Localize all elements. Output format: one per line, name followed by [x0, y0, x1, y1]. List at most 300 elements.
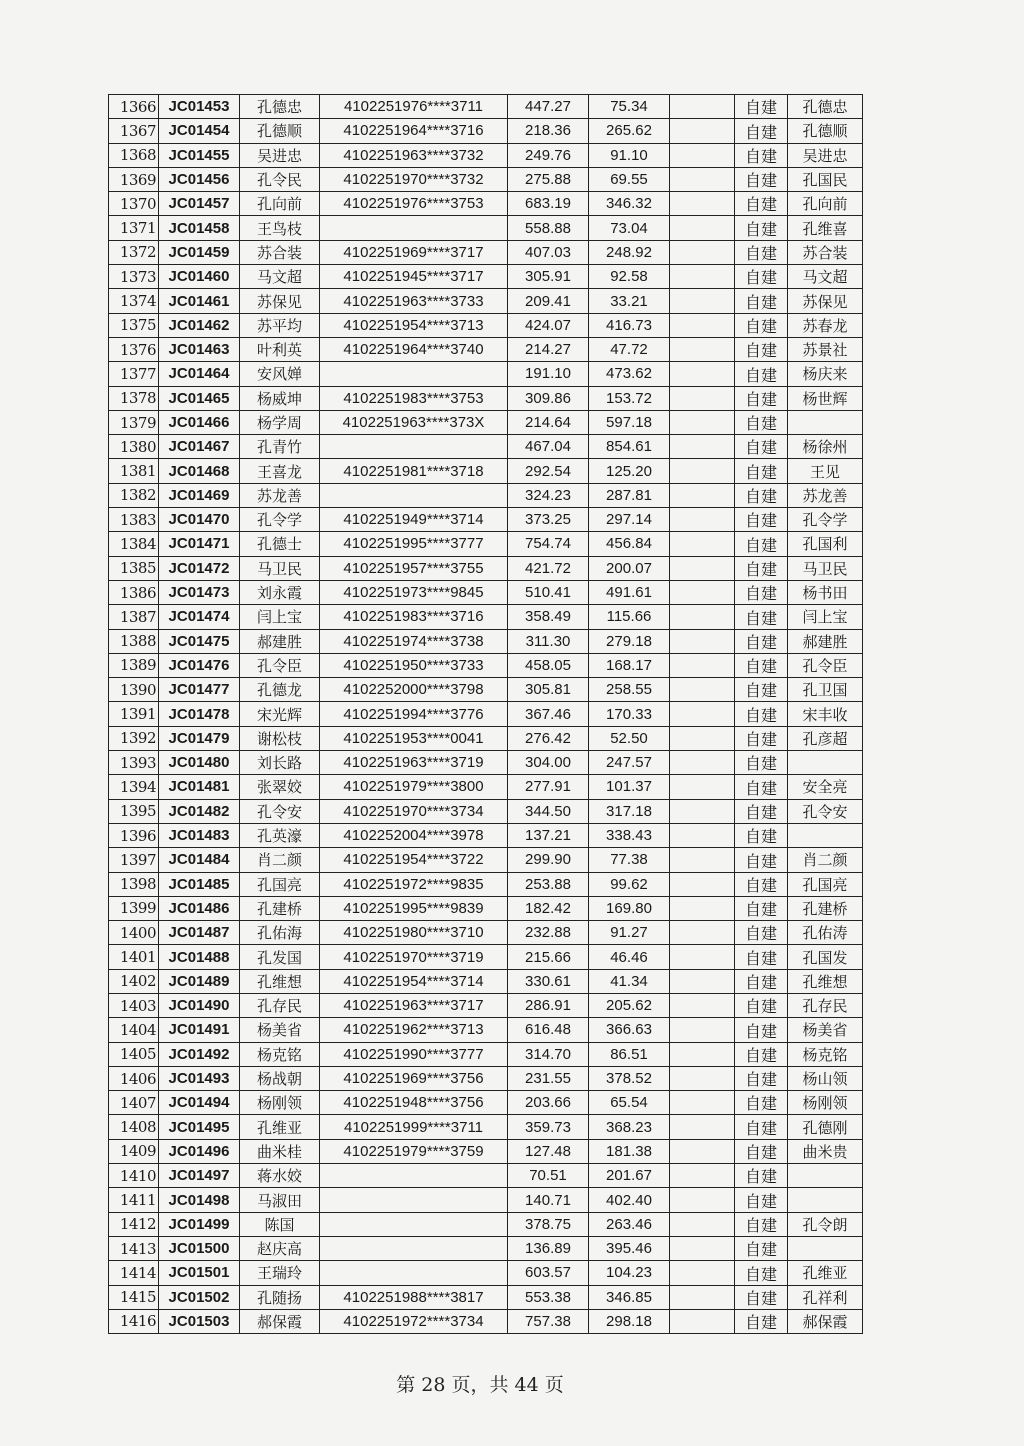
table-row [109, 921, 863, 945]
area-1: 314.70 [508, 1042, 589, 1066]
area-1: 757.38 [508, 1309, 589, 1333]
id-number: 4102251945****3717 [320, 265, 508, 289]
id-number: 4102251962****3713 [320, 1018, 508, 1042]
confirmed-name: 苏保见 [788, 289, 863, 313]
confirmed-name: 郝保霞 [788, 1309, 863, 1333]
area-1: 231.55 [508, 1066, 589, 1090]
area-1: 203.66 [508, 1091, 589, 1115]
build-type: 自建 [735, 702, 788, 726]
blank-cell [670, 192, 735, 216]
confirmed-name: 孔彦超 [788, 726, 863, 750]
id-number [320, 216, 508, 240]
area-1: 182.42 [508, 896, 589, 920]
build-type: 自建 [735, 1285, 788, 1309]
row-number: 1376 [109, 337, 159, 361]
confirmed-name: 马文超 [788, 265, 863, 289]
build-type: 自建 [735, 386, 788, 410]
record-code: JC01471 [159, 532, 240, 556]
record-code: JC01453 [159, 95, 240, 119]
row-number: 1377 [109, 362, 159, 386]
row-number: 1396 [109, 823, 159, 847]
row-number: 1390 [109, 678, 159, 702]
area-2: 378.52 [589, 1066, 670, 1090]
table-body [109, 95, 863, 1334]
record-code: JC01503 [159, 1309, 240, 1333]
build-type: 自建 [735, 896, 788, 920]
id-number [320, 1164, 508, 1188]
id-number: 4102251979****3759 [320, 1139, 508, 1163]
record-code: JC01473 [159, 580, 240, 604]
confirmed-name [788, 1164, 863, 1188]
area-2: 115.66 [589, 605, 670, 629]
table-row [109, 702, 863, 726]
blank-cell [670, 678, 735, 702]
build-type: 自建 [735, 799, 788, 823]
record-code: JC01464 [159, 362, 240, 386]
table-row [109, 1091, 863, 1115]
page-footer [0, 1370, 960, 1397]
owner-name: 叶利英 [240, 337, 320, 361]
area-1: 136.89 [508, 1236, 589, 1260]
build-type: 自建 [735, 192, 788, 216]
row-number: 1366 [109, 95, 159, 119]
area-2: 86.51 [589, 1042, 670, 1066]
area-2: 265.62 [589, 119, 670, 143]
owner-name: 马淑田 [240, 1188, 320, 1212]
id-number: 4102251963****3732 [320, 143, 508, 167]
build-type: 自建 [735, 921, 788, 945]
owner-name: 杨威坤 [240, 386, 320, 410]
build-type: 自建 [735, 435, 788, 459]
table-row [109, 337, 863, 361]
owner-name: 赵庆高 [240, 1236, 320, 1260]
blank-cell [670, 289, 735, 313]
blank-cell [670, 265, 735, 289]
record-code: JC01486 [159, 896, 240, 920]
confirmed-name: 孔国利 [788, 532, 863, 556]
area-2: 201.67 [589, 1164, 670, 1188]
confirmed-name: 杨徐州 [788, 435, 863, 459]
area-1: 359.73 [508, 1115, 589, 1139]
row-number: 1391 [109, 702, 159, 726]
blank-cell [670, 1018, 735, 1042]
build-type: 自建 [735, 1139, 788, 1163]
confirmed-name: 杨克铭 [788, 1042, 863, 1066]
build-type: 自建 [735, 532, 788, 556]
id-number [320, 1261, 508, 1285]
row-number: 1401 [109, 945, 159, 969]
record-code: JC01474 [159, 605, 240, 629]
confirmed-name: 孔德刚 [788, 1115, 863, 1139]
record-code: JC01484 [159, 848, 240, 872]
owner-name: 苏平均 [240, 313, 320, 337]
area-1: 232.88 [508, 921, 589, 945]
owner-name: 陈国 [240, 1212, 320, 1236]
row-number: 1402 [109, 969, 159, 993]
id-number: 4102252004****3978 [320, 823, 508, 847]
table-row [109, 1018, 863, 1042]
build-type: 自建 [735, 993, 788, 1017]
build-type: 自建 [735, 678, 788, 702]
blank-cell [670, 240, 735, 264]
area-1: 458.05 [508, 653, 589, 677]
build-type: 自建 [735, 289, 788, 313]
footer-prefix: 第 [396, 1374, 416, 1396]
blank-cell [670, 1164, 735, 1188]
record-code: JC01459 [159, 240, 240, 264]
record-code: JC01490 [159, 993, 240, 1017]
row-number: 1380 [109, 435, 159, 459]
id-number: 4102251948****3756 [320, 1091, 508, 1115]
record-code: JC01470 [159, 508, 240, 532]
record-code: JC01498 [159, 1188, 240, 1212]
id-number: 4102251976****3753 [320, 192, 508, 216]
area-1: 558.88 [508, 216, 589, 240]
area-1: 191.10 [508, 362, 589, 386]
build-type: 自建 [735, 1042, 788, 1066]
id-number: 4102251963****3719 [320, 751, 508, 775]
owner-name: 孔令臣 [240, 653, 320, 677]
area-1: 553.38 [508, 1285, 589, 1309]
row-number: 1372 [109, 240, 159, 264]
build-type: 自建 [735, 313, 788, 337]
owner-name: 杨克铭 [240, 1042, 320, 1066]
area-1: 305.91 [508, 265, 589, 289]
row-number: 1407 [109, 1091, 159, 1115]
row-number: 1370 [109, 192, 159, 216]
row-number: 1414 [109, 1261, 159, 1285]
blank-cell [670, 143, 735, 167]
record-code: JC01492 [159, 1042, 240, 1066]
record-code: JC01487 [159, 921, 240, 945]
record-code: JC01499 [159, 1212, 240, 1236]
record-code: JC01482 [159, 799, 240, 823]
record-code: JC01501 [159, 1261, 240, 1285]
table-row [109, 1164, 863, 1188]
table-row [109, 95, 863, 119]
owner-name: 吴进忠 [240, 143, 320, 167]
table-row [109, 1212, 863, 1236]
owner-name: 孔令民 [240, 167, 320, 191]
id-number: 4102251972****3734 [320, 1309, 508, 1333]
area-2: 402.40 [589, 1188, 670, 1212]
confirmed-name: 马卫民 [788, 556, 863, 580]
blank-cell [670, 556, 735, 580]
row-number: 1399 [109, 896, 159, 920]
build-type: 自建 [735, 459, 788, 483]
area-1: 292.54 [508, 459, 589, 483]
area-1: 311.30 [508, 629, 589, 653]
row-number: 1397 [109, 848, 159, 872]
record-code: JC01489 [159, 969, 240, 993]
blank-cell [670, 1115, 735, 1139]
area-2: 92.58 [589, 265, 670, 289]
id-number: 4102251995****3777 [320, 532, 508, 556]
record-code: JC01454 [159, 119, 240, 143]
table-row [109, 775, 863, 799]
confirmed-name: 杨美省 [788, 1018, 863, 1042]
blank-cell [670, 95, 735, 119]
build-type: 自建 [735, 629, 788, 653]
owner-name: 苏龙善 [240, 483, 320, 507]
area-2: 263.46 [589, 1212, 670, 1236]
table-row [109, 1309, 863, 1333]
build-type: 自建 [735, 726, 788, 750]
area-2: 170.33 [589, 702, 670, 726]
area-2: 854.61 [589, 435, 670, 459]
row-number: 1393 [109, 751, 159, 775]
area-2: 366.63 [589, 1018, 670, 1042]
record-code: JC01461 [159, 289, 240, 313]
confirmed-name: 孔维亚 [788, 1261, 863, 1285]
row-number: 1415 [109, 1285, 159, 1309]
area-2: 317.18 [589, 799, 670, 823]
confirmed-name: 孔德顺 [788, 119, 863, 143]
blank-cell [670, 653, 735, 677]
area-2: 200.07 [589, 556, 670, 580]
build-type: 自建 [735, 751, 788, 775]
area-2: 104.23 [589, 1261, 670, 1285]
owner-name: 杨刚领 [240, 1091, 320, 1115]
area-1: 421.72 [508, 556, 589, 580]
blank-cell [670, 629, 735, 653]
record-code: JC01483 [159, 823, 240, 847]
table-row [109, 580, 863, 604]
area-2: 77.38 [589, 848, 670, 872]
confirmed-name: 孔令学 [788, 508, 863, 532]
table-row [109, 362, 863, 386]
confirmed-name: 肖二颜 [788, 848, 863, 872]
owner-name: 谢松枝 [240, 726, 320, 750]
footer-suffix: 页 [544, 1374, 564, 1396]
area-1: 214.27 [508, 337, 589, 361]
id-number: 4102251994****3776 [320, 702, 508, 726]
confirmed-name: 杨世辉 [788, 386, 863, 410]
area-2: 205.62 [589, 993, 670, 1017]
record-code: JC01479 [159, 726, 240, 750]
confirmed-name: 孔维想 [788, 969, 863, 993]
confirmed-name: 孔国民 [788, 167, 863, 191]
record-code: JC01458 [159, 216, 240, 240]
table-row [109, 993, 863, 1017]
blank-cell [670, 167, 735, 191]
row-number: 1410 [109, 1164, 159, 1188]
blank-cell [670, 386, 735, 410]
build-type: 自建 [735, 95, 788, 119]
confirmed-name: 孔德忠 [788, 95, 863, 119]
area-2: 395.46 [589, 1236, 670, 1260]
id-number: 4102251980****3710 [320, 921, 508, 945]
owner-name: 孔随扬 [240, 1285, 320, 1309]
blank-cell [670, 216, 735, 240]
row-number: 1367 [109, 119, 159, 143]
blank-cell [670, 508, 735, 532]
row-number: 1387 [109, 605, 159, 629]
owner-name: 宋光辉 [240, 702, 320, 726]
id-number: 4102251950****3733 [320, 653, 508, 677]
confirmed-name: 孔佑涛 [788, 921, 863, 945]
record-code: JC01500 [159, 1236, 240, 1260]
blank-cell [670, 337, 735, 361]
area-2: 52.50 [589, 726, 670, 750]
area-2: 297.14 [589, 508, 670, 532]
area-1: 276.42 [508, 726, 589, 750]
record-code: JC01497 [159, 1164, 240, 1188]
table-row [109, 192, 863, 216]
owner-name: 孔德忠 [240, 95, 320, 119]
owner-name: 肖二颜 [240, 848, 320, 872]
owner-name: 孔建桥 [240, 896, 320, 920]
blank-cell [670, 1309, 735, 1333]
table-row [109, 1115, 863, 1139]
build-type: 自建 [735, 653, 788, 677]
record-code: JC01496 [159, 1139, 240, 1163]
row-number: 1389 [109, 653, 159, 677]
confirmed-name: 孔向前 [788, 192, 863, 216]
row-number: 1412 [109, 1212, 159, 1236]
table-row [109, 848, 863, 872]
area-2: 46.46 [589, 945, 670, 969]
table-row [109, 532, 863, 556]
id-number [320, 1212, 508, 1236]
area-2: 169.80 [589, 896, 670, 920]
record-code: JC01485 [159, 872, 240, 896]
id-number: 4102251969****3717 [320, 240, 508, 264]
owner-name: 张翠姣 [240, 775, 320, 799]
build-type: 自建 [735, 1188, 788, 1212]
build-type: 自建 [735, 1066, 788, 1090]
table-row [109, 629, 863, 653]
blank-cell [670, 702, 735, 726]
row-number: 1382 [109, 483, 159, 507]
table-row [109, 410, 863, 434]
owner-name: 刘长路 [240, 751, 320, 775]
build-type: 自建 [735, 848, 788, 872]
owner-name: 安风婵 [240, 362, 320, 386]
area-2: 91.10 [589, 143, 670, 167]
area-1: 127.48 [508, 1139, 589, 1163]
id-number: 4102251963****3717 [320, 993, 508, 1017]
record-code: JC01481 [159, 775, 240, 799]
row-number: 1400 [109, 921, 159, 945]
build-type: 自建 [735, 775, 788, 799]
record-code: JC01468 [159, 459, 240, 483]
record-code: JC01456 [159, 167, 240, 191]
row-number: 1411 [109, 1188, 159, 1212]
confirmed-name: 孔令安 [788, 799, 863, 823]
confirmed-name: 闫上宝 [788, 605, 863, 629]
blank-cell [670, 532, 735, 556]
build-type: 自建 [735, 1018, 788, 1042]
area-2: 47.72 [589, 337, 670, 361]
area-1: 344.50 [508, 799, 589, 823]
confirmed-name: 王见 [788, 459, 863, 483]
area-2: 338.43 [589, 823, 670, 847]
build-type: 自建 [735, 1115, 788, 1139]
area-1: 447.27 [508, 95, 589, 119]
record-code: JC01463 [159, 337, 240, 361]
confirmed-name: 孔维喜 [788, 216, 863, 240]
confirmed-name: 孔令臣 [788, 653, 863, 677]
table-row [109, 1066, 863, 1090]
record-code: JC01488 [159, 945, 240, 969]
area-2: 248.92 [589, 240, 670, 264]
area-1: 510.41 [508, 580, 589, 604]
record-code: JC01466 [159, 410, 240, 434]
area-2: 346.32 [589, 192, 670, 216]
row-number: 1384 [109, 532, 159, 556]
owner-name: 杨美省 [240, 1018, 320, 1042]
record-code: JC01491 [159, 1018, 240, 1042]
id-number: 4102251976****3711 [320, 95, 508, 119]
table-row [109, 143, 863, 167]
owner-name: 孔德士 [240, 532, 320, 556]
table-row [109, 289, 863, 313]
area-1: 277.91 [508, 775, 589, 799]
row-number: 1403 [109, 993, 159, 1017]
table-row [109, 1285, 863, 1309]
build-type: 自建 [735, 1091, 788, 1115]
table-row [109, 969, 863, 993]
owner-name: 郝保霞 [240, 1309, 320, 1333]
table-row [109, 483, 863, 507]
area-1: 214.64 [508, 410, 589, 434]
blank-cell [670, 726, 735, 750]
blank-cell [670, 921, 735, 945]
id-number: 4102251983****3716 [320, 605, 508, 629]
area-1: 424.07 [508, 313, 589, 337]
id-number: 4102251949****3714 [320, 508, 508, 532]
row-number: 1368 [109, 143, 159, 167]
area-2: 101.37 [589, 775, 670, 799]
id-number: 4102251954****3714 [320, 969, 508, 993]
area-2: 41.34 [589, 969, 670, 993]
id-number: 4102251972****9835 [320, 872, 508, 896]
id-number: 4102251953****0041 [320, 726, 508, 750]
confirmed-name: 吴进忠 [788, 143, 863, 167]
record-code: JC01476 [159, 653, 240, 677]
area-2: 247.57 [589, 751, 670, 775]
blank-cell [670, 799, 735, 823]
area-2: 91.27 [589, 921, 670, 945]
area-1: 209.41 [508, 289, 589, 313]
household-table [108, 94, 863, 1334]
table-row [109, 265, 863, 289]
owner-name: 曲米桂 [240, 1139, 320, 1163]
id-number: 4102251964****3716 [320, 119, 508, 143]
build-type: 自建 [735, 483, 788, 507]
blank-cell [670, 1212, 735, 1236]
row-number: 1406 [109, 1066, 159, 1090]
row-number: 1385 [109, 556, 159, 580]
table-row [109, 823, 863, 847]
table-row [109, 1188, 863, 1212]
blank-cell [670, 119, 735, 143]
record-code: JC01478 [159, 702, 240, 726]
row-number: 1405 [109, 1042, 159, 1066]
table-row [109, 508, 863, 532]
row-number: 1404 [109, 1018, 159, 1042]
owner-name: 王鸟枝 [240, 216, 320, 240]
area-1: 407.03 [508, 240, 589, 264]
area-2: 65.54 [589, 1091, 670, 1115]
owner-name: 孔发国 [240, 945, 320, 969]
row-number: 1375 [109, 313, 159, 337]
row-number: 1378 [109, 386, 159, 410]
confirmed-name: 杨书田 [788, 580, 863, 604]
table-row [109, 678, 863, 702]
confirmed-name [788, 751, 863, 775]
